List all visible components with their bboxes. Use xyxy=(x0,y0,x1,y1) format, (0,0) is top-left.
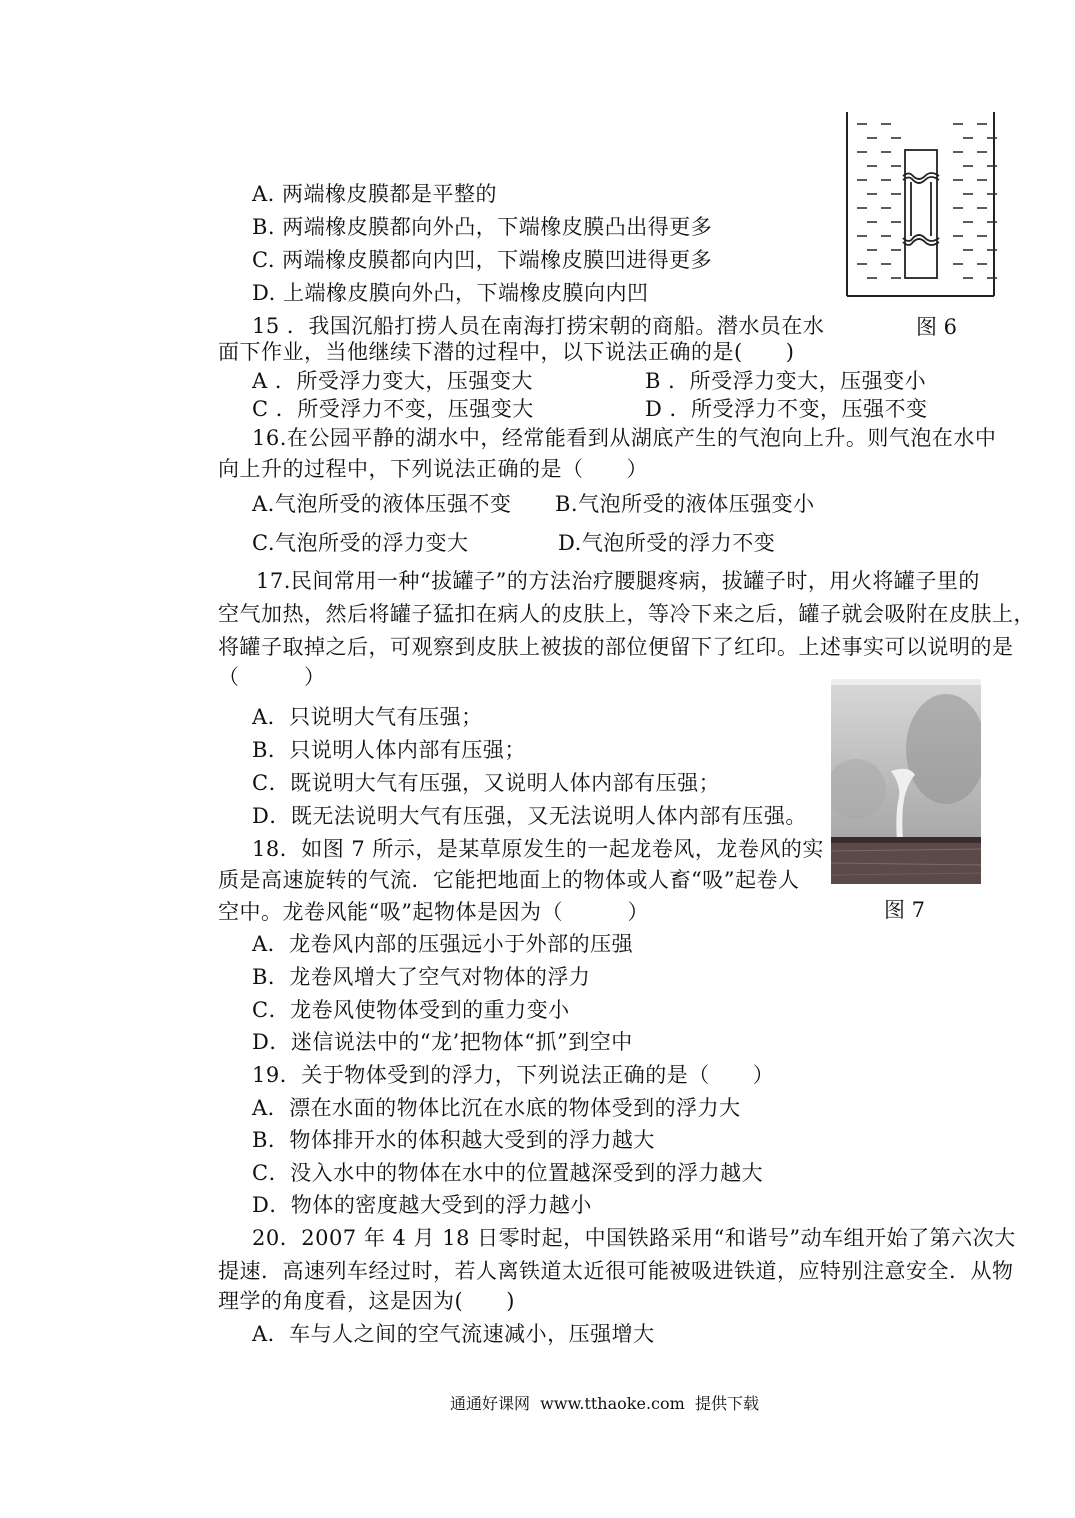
q18-stem-line1: 18．如图 7 所示，是某草原发生的一起龙卷风，龙卷风的实 xyxy=(252,837,824,861)
q14-option-d: D. 上端橡皮膜向外凸，下端橡皮膜向内凹 xyxy=(252,281,649,305)
q14-option-b: B. 两端橡皮膜都向外凸，下端橡皮膜凸出得更多 xyxy=(252,215,713,239)
q17-option-a: A．只说明大气有压强； xyxy=(252,705,483,729)
figure-6-container-diagram xyxy=(843,110,998,302)
q15-option-c: C ．所受浮力不变，压强变大 xyxy=(252,397,534,421)
q16-option-b: B.气泡所受的液体压强变小 xyxy=(555,492,815,516)
figure-7-tornado-photo xyxy=(831,679,981,884)
q15-stem-line2: 面下作业，当他继续下潜的过程中，以下说法正确的是( ) xyxy=(218,340,795,364)
q15-stem-line1: 15 ．我国沉船打捞人员在南海打捞宋朝的商船。潜水员在水 xyxy=(252,314,825,338)
q16-option-d: D.气泡所受的浮力不变 xyxy=(558,531,776,555)
figure-7-caption: 图 7 xyxy=(884,898,926,922)
q17-stem-line3: 将罐子取掉之后，可观察到皮肤上被拔的部位便留下了红印。上述事实可以说明的是 xyxy=(218,635,1014,659)
q17-stem-line2: 空气加热，然后将罐子猛扣在病人的皮肤上，等冷下来之后，罐子就会吸附在皮肤上， xyxy=(218,602,1035,626)
q18-option-b: B．龙卷风增大了空气对物体的浮力 xyxy=(252,965,591,989)
q19-option-b: B．物体排开水的体积越大受到的浮力越大 xyxy=(252,1128,655,1152)
q17-stem-line4: （ ） xyxy=(218,665,326,689)
q19-option-a: A．漂在水面的物体比沉在水底的物体受到的浮力大 xyxy=(252,1096,741,1120)
q20-stem-line1: 20．2007 年 4 月 18 日零时起，中国铁路采用“和谐号”动车组开始了第六次大 xyxy=(252,1226,1016,1250)
q17-stem-line1: 17.民间常用一种“拔罐子”的方法治疗腰腿疼病，拔罐子时，用火将罐子里的 xyxy=(256,569,980,593)
q14-option-a: A. 两端橡皮膜都是平整的 xyxy=(252,182,498,206)
q14-option-c: C. 两端橡皮膜都向内凹，下端橡皮膜凹进得更多 xyxy=(252,248,713,272)
q18-stem-line3: 空中。龙卷风能“吸”起物体是因为（ ） xyxy=(218,900,649,924)
q18-stem-line2: 质是高速旋转的气流．它能把地面上的物体或人畜“吸”起卷人 xyxy=(218,868,800,892)
q15-option-a: A ．所受浮力变大，压强变大 xyxy=(252,369,533,393)
q15-option-d: D ．所受浮力不变，压强不变 xyxy=(645,397,928,421)
q18-option-d: D．迷信说法中的“龙’把物体“抓”到空中 xyxy=(252,1030,633,1054)
q19-option-c: C．没入水中的物体在水中的位置越深受到的浮力越大 xyxy=(252,1161,764,1185)
q15-option-b: B ．所受浮力变大，压强变小 xyxy=(645,369,927,393)
q16-stem-line1: 16.在公园平静的湖水中，经常能看到从湖底产生的气泡向上升。则气泡在水中 xyxy=(252,426,997,450)
page-footer: 通通好课网 www.tthaoke.com 提供下载 xyxy=(450,1394,759,1413)
q17-option-d: D．既无法说明大气有压强，又无法说明人体内部有压强。 xyxy=(252,804,807,828)
q16-stem-line2: 向上升的过程中，下列说法正确的是（ ） xyxy=(218,457,648,481)
q19-option-d: D．物体的密度越大受到的浮力越小 xyxy=(252,1193,592,1217)
q18-option-a: A．龙卷风内部的压强远小于外部的压强 xyxy=(252,932,634,956)
q20-stem-line3: 理学的角度看，这是因为( ) xyxy=(218,1289,515,1313)
figure-6-caption: 图 6 xyxy=(916,315,958,339)
q18-option-c: C．龙卷风使物体受到的重力变小 xyxy=(252,998,570,1022)
q20-stem-line2: 提速．高速列车经过时，若人离铁道太近很可能被吸进铁道，应特别注意安全．从物 xyxy=(218,1259,1014,1283)
q20-option-a: A．车与人之间的空气流速减小，压强增大 xyxy=(252,1322,655,1346)
q16-option-a: A.气泡所受的液体压强不变 xyxy=(252,492,512,516)
q16-option-c: C.气泡所受的浮力变大 xyxy=(252,531,469,555)
q19-stem: 19．关于物体受到的浮力，下列说法正确的是（ ） xyxy=(252,1063,775,1087)
q17-option-c: C．既说明大气有压强，又说明人体内部有压强； xyxy=(252,771,721,795)
q17-option-b: B．只说明人体内部有压强； xyxy=(252,738,526,762)
